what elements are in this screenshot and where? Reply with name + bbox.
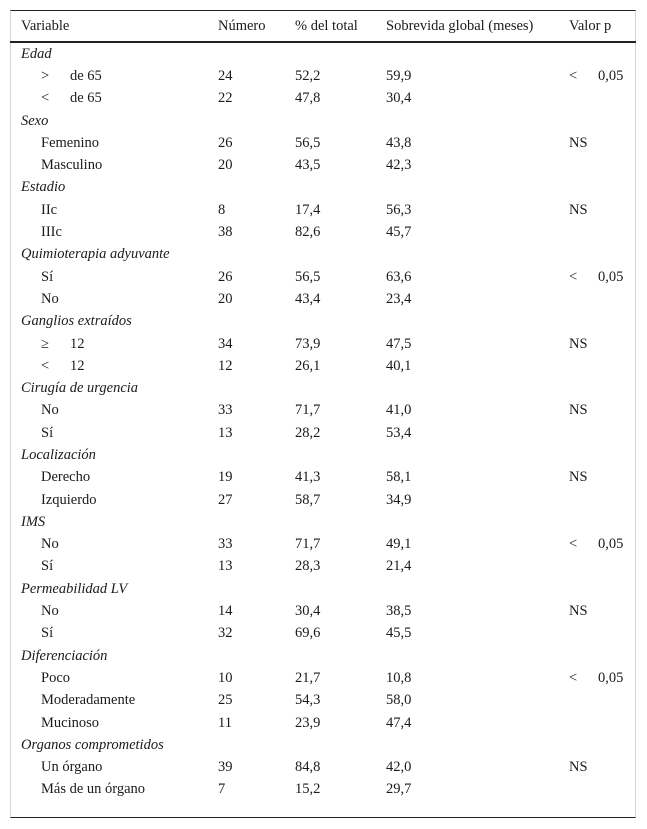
percent-cell: 17,4 [295,201,321,218]
row-label-cell [10,266,218,288]
row-label-cell [10,489,218,511]
survival-cell: 42,0 [386,759,412,776]
survival-cell: 58,0 [386,692,412,709]
p-comparison-symbol: < [569,536,578,553]
numero-cell: 26 [218,134,233,151]
row-label: 12 [70,357,85,374]
header-variable: Variable [10,11,218,42]
survival-cell: 40,1 [386,357,412,374]
row-label-cell [10,199,218,221]
p-value: 0,05 [598,67,624,84]
p-value-cell [569,154,636,176]
percent-cell: 54,3 [295,692,321,709]
survival-table [10,11,636,801]
survival-cell: 41,0 [386,402,412,419]
table-row [10,712,636,734]
comparison-symbol: < [41,90,50,107]
percent-cell: 84,8 [295,759,321,776]
percent-cell: 71,7 [295,536,321,553]
percent-cell: 30,4 [295,603,321,620]
group-label: Ganglios extraídos [21,313,132,330]
row-label-cell [10,355,218,377]
p-value-cell [569,400,636,422]
percent-cell: 26,1 [295,357,321,374]
table-row [10,288,636,310]
numero-cell: 12 [218,357,233,374]
p-value-cell [569,467,636,489]
p-value-cell [569,779,636,801]
header-numero: Número [218,11,295,42]
p-value-cell [569,199,636,221]
p-value-cell [569,288,636,310]
percent-cell: 21,7 [295,669,321,686]
row-label: Poco [41,669,70,686]
table-row [10,489,636,511]
row-label-cell [10,88,218,110]
percent-cell: 73,9 [295,335,321,352]
percent-cell: 43,5 [295,157,321,174]
p-comparison-symbol: < [569,67,578,84]
table-row [10,333,636,355]
comparison-symbol: ≥ [41,335,49,352]
survival-cell: 53,4 [386,424,412,441]
survival-cell: 42,3 [386,157,412,174]
table-row [10,600,636,622]
percent-cell: 28,3 [295,558,321,575]
table-row [10,221,636,243]
row-label-cell [10,467,218,489]
p-value: 0,05 [598,268,624,285]
group-row [10,578,636,600]
row-label-cell [10,422,218,444]
numero-cell: 13 [218,424,233,441]
survival-cell: 34,9 [386,491,412,508]
numero-cell: 13 [218,558,233,575]
p-value-cell [569,757,636,779]
survival-cell: 23,4 [386,290,412,307]
survival-cell: 47,4 [386,714,412,731]
p-value-cell [569,65,636,87]
row-label-cell [10,690,218,712]
percent-cell: 15,2 [295,781,321,798]
group-label: Quimioterapia adyuvante [21,246,170,263]
percent-cell: 41,3 [295,469,321,486]
p-value: 0,05 [598,669,624,686]
group-label: Edad [21,45,52,62]
row-label: Derecho [41,469,91,486]
percent-cell: 69,6 [295,625,321,642]
survival-cell: 45,7 [386,224,412,241]
survival-cell: 47,5 [386,335,412,352]
row-label: Sí [41,625,54,642]
numero-cell: 11 [218,714,232,731]
table-row [10,132,636,154]
row-label-cell [10,556,218,578]
header-p-value: Valor p [569,11,636,42]
percent-cell: 82,6 [295,224,321,241]
percent-cell: 47,8 [295,90,321,107]
table-row [10,534,636,556]
group-label: IMS [21,513,46,530]
table-row [10,623,636,645]
numero-cell: 39 [218,759,233,776]
row-label: No [41,402,59,419]
row-label: Más de un órgano [41,781,146,798]
row-label-cell [10,712,218,734]
percent-cell: 52,2 [295,67,321,84]
row-label: IIc [41,201,58,218]
p-value-cell [569,534,636,556]
row-label-cell [10,623,218,645]
comparison-symbol: < [41,357,50,374]
row-label: No [41,603,59,620]
header-survival: Sobrevida global (meses) [386,11,569,42]
percent-cell: 23,9 [295,714,321,731]
p-value-cell [569,667,636,689]
percent-cell: 28,2 [295,424,321,441]
group-row [10,645,636,667]
group-row [10,511,636,533]
numero-cell: 38 [218,224,233,241]
numero-cell: 7 [218,781,226,798]
row-label-cell [10,779,218,801]
p-value: NS [569,201,588,218]
numero-cell: 26 [218,268,233,285]
percent-cell: 71,7 [295,402,321,419]
table-row [10,355,636,377]
group-row [10,42,636,65]
p-value-cell [569,556,636,578]
table-body [10,42,636,801]
group-row [10,311,636,333]
row-label: Sí [41,558,54,575]
survival-cell: 56,3 [386,201,412,218]
survival-cell: 10,8 [386,669,412,686]
p-comparison-symbol: < [569,669,578,686]
row-label: Femenino [41,134,99,151]
row-label-cell [10,154,218,176]
row-label: IIIc [41,224,62,241]
numero-cell: 32 [218,625,233,642]
group-label: Diferenciación [21,647,108,664]
group-row [10,444,636,466]
numero-cell: 19 [218,469,233,486]
group-row [10,244,636,266]
p-value-cell [569,690,636,712]
numero-cell: 25 [218,692,233,709]
p-value-cell [569,333,636,355]
group-label: Cirugía de urgencia [21,380,139,397]
survival-cell: 63,6 [386,268,412,285]
percent-cell: 43,4 [295,290,321,307]
numero-cell: 8 [218,201,226,218]
p-value: 0,05 [598,536,624,553]
group-label: Localización [21,446,96,463]
row-label: de 65 [70,67,102,84]
table-row [10,757,636,779]
numero-cell: 20 [218,157,233,174]
group-label: Organos comprometidos [21,736,164,753]
table-row [10,88,636,110]
numero-cell: 10 [218,669,233,686]
p-value-cell [569,88,636,110]
survival-cell: 30,4 [386,90,412,107]
p-value-cell [569,132,636,154]
row-label: No [41,536,59,553]
row-label-cell [10,400,218,422]
table-row [10,400,636,422]
table-row [10,467,636,489]
table-row [10,266,636,288]
header-row [10,11,636,42]
header-percent: % del total [295,11,386,42]
row-label: No [41,290,59,307]
p-value: NS [569,402,588,419]
row-label: Moderadamente [41,692,136,709]
survival-cell: 38,5 [386,603,412,620]
survival-cell: 43,8 [386,134,412,151]
survival-cell: 59,9 [386,67,412,84]
percent-cell: 56,5 [295,134,321,151]
p-value-cell [569,422,636,444]
row-label-cell [10,333,218,355]
row-label: 12 [70,335,85,352]
comparison-symbol: > [41,67,50,84]
p-comparison-symbol: < [569,268,578,285]
p-value: NS [569,603,588,620]
percent-cell: 56,5 [295,268,321,285]
numero-cell: 27 [218,491,233,508]
p-value: NS [569,335,588,352]
row-label-cell [10,132,218,154]
group-row [10,177,636,199]
numero-cell: 24 [218,67,233,84]
row-label: Un órgano [41,759,103,776]
row-label-cell [10,600,218,622]
survival-cell: 45,5 [386,625,412,642]
table-row [10,690,636,712]
survival-cell: 58,1 [386,469,412,486]
row-label-cell [10,221,218,243]
p-value: NS [569,134,588,151]
p-value-cell [569,712,636,734]
table-row [10,422,636,444]
numero-cell: 33 [218,536,233,553]
row-label: Izquierdo [41,491,97,508]
row-label-cell [10,288,218,310]
p-value-cell [569,355,636,377]
numero-cell: 14 [218,603,233,620]
percent-cell: 58,7 [295,491,321,508]
row-label: Sí [41,268,54,285]
group-row [10,377,636,399]
p-value-cell [569,266,636,288]
survival-cell: 29,7 [386,781,412,798]
survival-cell: 49,1 [386,536,412,553]
row-label-cell [10,65,218,87]
table-row [10,667,636,689]
table-row [10,154,636,176]
group-label: Permeabilidad LV [21,580,128,597]
table-row [10,779,636,801]
numero-cell: 20 [218,290,233,307]
p-value-cell [569,489,636,511]
p-value: NS [569,469,588,486]
numero-cell: 22 [218,90,233,107]
group-row [10,734,636,756]
p-value-cell [569,623,636,645]
numero-cell: 34 [218,335,233,352]
p-value-cell [569,221,636,243]
p-value: NS [569,759,588,776]
group-label: Sexo [21,112,49,129]
row-label: de 65 [70,90,102,107]
row-label: Sí [41,424,54,441]
group-label: Estadio [21,179,66,196]
table-row [10,556,636,578]
table-row [10,199,636,221]
row-label-cell [10,534,218,556]
numero-cell: 33 [218,402,233,419]
row-label: Mucinoso [41,714,99,731]
row-label: Masculino [41,157,103,174]
group-row [10,110,636,132]
survival-cell: 21,4 [386,558,412,575]
p-value-cell [569,600,636,622]
table-row [10,65,636,87]
row-label-cell [10,757,218,779]
row-label-cell [10,667,218,689]
